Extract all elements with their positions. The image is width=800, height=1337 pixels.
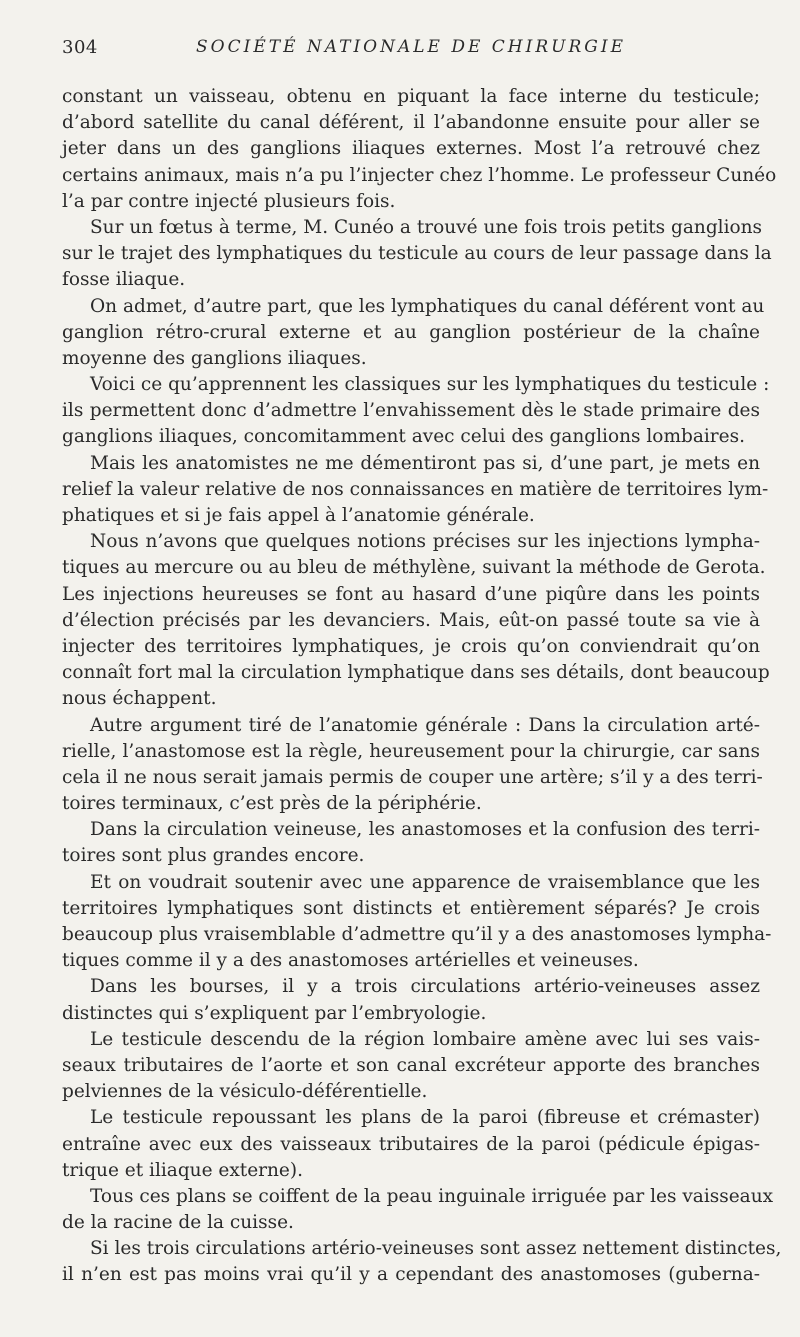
- text-line: jeter dans un des ganglions iliaques externes. Most l’a retrouvé chez: [62, 138, 760, 160]
- text-line: injecter des territoires lymphatiques, je crois qu’on conviendrait qu’on: [62, 635, 760, 657]
- text-line: Le testicule descendu de la région lombaire amène avec lui ses vais-: [90, 1028, 760, 1050]
- text-line: fosse iliaque.: [62, 269, 186, 291]
- text-line: tiques comme il y a des anastomoses artérielles et veineuses.: [62, 950, 639, 972]
- text-line: seaux tributaires de l’aorte et son canal excréteur apporte des branches: [62, 1054, 760, 1076]
- text-line: beaucoup plus vraisemblable d’admettre qu’il y a des anastomoses lympha-: [62, 924, 772, 945]
- text-line: Nous n’avons que quelques notions précises sur les injections lympha-: [90, 531, 760, 553]
- text-line: connaît fort mal la circulation lymphatique dans ses détails, dont beaucoup: [62, 662, 770, 684]
- page-number: 304: [62, 37, 98, 58]
- text-line: constant un vaisseau, obtenu en piquant la face interne du testicule;: [62, 86, 760, 107]
- text-line: Dans la circulation veineuse, les anastomoses et la confusion des terri-: [90, 819, 760, 841]
- text-line: d’élection précisés par les devanciers. Mais, eût-on passé toute sa vie à: [62, 609, 760, 631]
- text-line: pelviennes de la vésiculo-déférentielle.: [62, 1081, 428, 1103]
- text-line: entraîne avec eux des vaisseaux tributaires de la paroi (pédicule épigas-: [62, 1133, 760, 1155]
- text-line: moyenne des ganglions iliaques.: [62, 347, 367, 369]
- page-header: [62, 37, 760, 63]
- text-line: distinctes qui s’expliquent par l’embryologie.: [62, 1002, 487, 1024]
- text-line: Voici ce qu’apprennent les classiques sur les lymphatiques du testicule :: [90, 374, 770, 396]
- text-line: toires terminaux, c’est près de la périphérie.: [62, 793, 482, 815]
- text-line: Mais les anatomistes ne me démentiront pas si, d’une part, je mets en: [90, 452, 760, 474]
- text-line: rielle, l’anastomose est la règle, heureusement pour la chirurgie, car sans: [62, 740, 760, 762]
- text-line: d’abord satellite du canal déférent, il l’abandonne ensuite pour aller se: [62, 112, 760, 134]
- text-line: Sur un fœtus à terme, M. Cunéo a trouvé une fois trois petits ganglions: [90, 216, 763, 238]
- text-line: l’a par contre injecté plusieurs fois.: [62, 190, 396, 212]
- text-line: Tous ces plans se coiffent de la peau inguinale irriguée par les vaisseaux: [90, 1185, 774, 1207]
- body-text: [62, 84, 782, 1289]
- text-line: de la racine de la cuisse.: [62, 1212, 294, 1234]
- text-line: tiques au mercure ou au bleu de méthylène, suivant la méthode de Gerota.: [62, 557, 766, 579]
- text-line: Le testicule repoussant les plans de la paroi (fibreuse et crémaster): [90, 1107, 760, 1129]
- text-line: il n’en est pas moins vrai qu’il y a cependant des anastomoses (guberna-: [62, 1264, 760, 1286]
- text-line: Si les trois circulations artério-veineuses sont assez nettement distinctes,: [90, 1238, 782, 1260]
- text-line: cela il ne nous serait jamais permis de couper une artère; s’il y a des terri-: [62, 766, 763, 788]
- text-line: toires sont plus grandes encore.: [62, 845, 365, 867]
- text-line: certains animaux, mais n’a pu l’injecter chez l’homme. Le professeur Cunéo: [62, 164, 777, 186]
- text-line: ils permettent donc d’admettre l’envahissement dès le stade primaire des: [62, 400, 760, 422]
- text-line: Et on voudrait soutenir avec une apparence de vraisemblance que les: [90, 871, 760, 893]
- text-line: trique et iliaque externe).: [62, 1159, 303, 1181]
- text-line: territoires lymphatiques sont distincts et entièrement séparés? Je crois: [62, 897, 760, 919]
- text-line: ganglions iliaques, concomitamment avec celui des ganglions lombaires.: [62, 426, 745, 448]
- text-line: ganglion rétro-crural externe et au ganglion postérieur de la chaîne: [62, 321, 760, 343]
- text-line: nous échappent.: [62, 688, 217, 710]
- text-line: Dans les bourses, il y a trois circulations artério-veineuses assez: [90, 976, 760, 998]
- running-title: SOCIÉTÉ NATIONALE DE CHIRURGIE: [196, 37, 626, 57]
- text-line: relief la valeur relative de nos connaissances en matière de territoires lym-: [62, 478, 769, 500]
- text-line: Les injections heureuses se font au hasard d’une piqûre dans les points: [62, 583, 760, 605]
- text-line: Autre argument tiré de l’anatomie générale : Dans la circulation arté-: [90, 714, 760, 736]
- text-line: On admet, d’autre part, que les lymphatiques du canal déférent vont au: [90, 295, 765, 317]
- text-line: phatiques et si je fais appel à l’anatomie générale.: [62, 505, 535, 526]
- text-line: sur le trajet des lymphatiques du testicule au cours de leur passage dans la: [62, 243, 772, 265]
